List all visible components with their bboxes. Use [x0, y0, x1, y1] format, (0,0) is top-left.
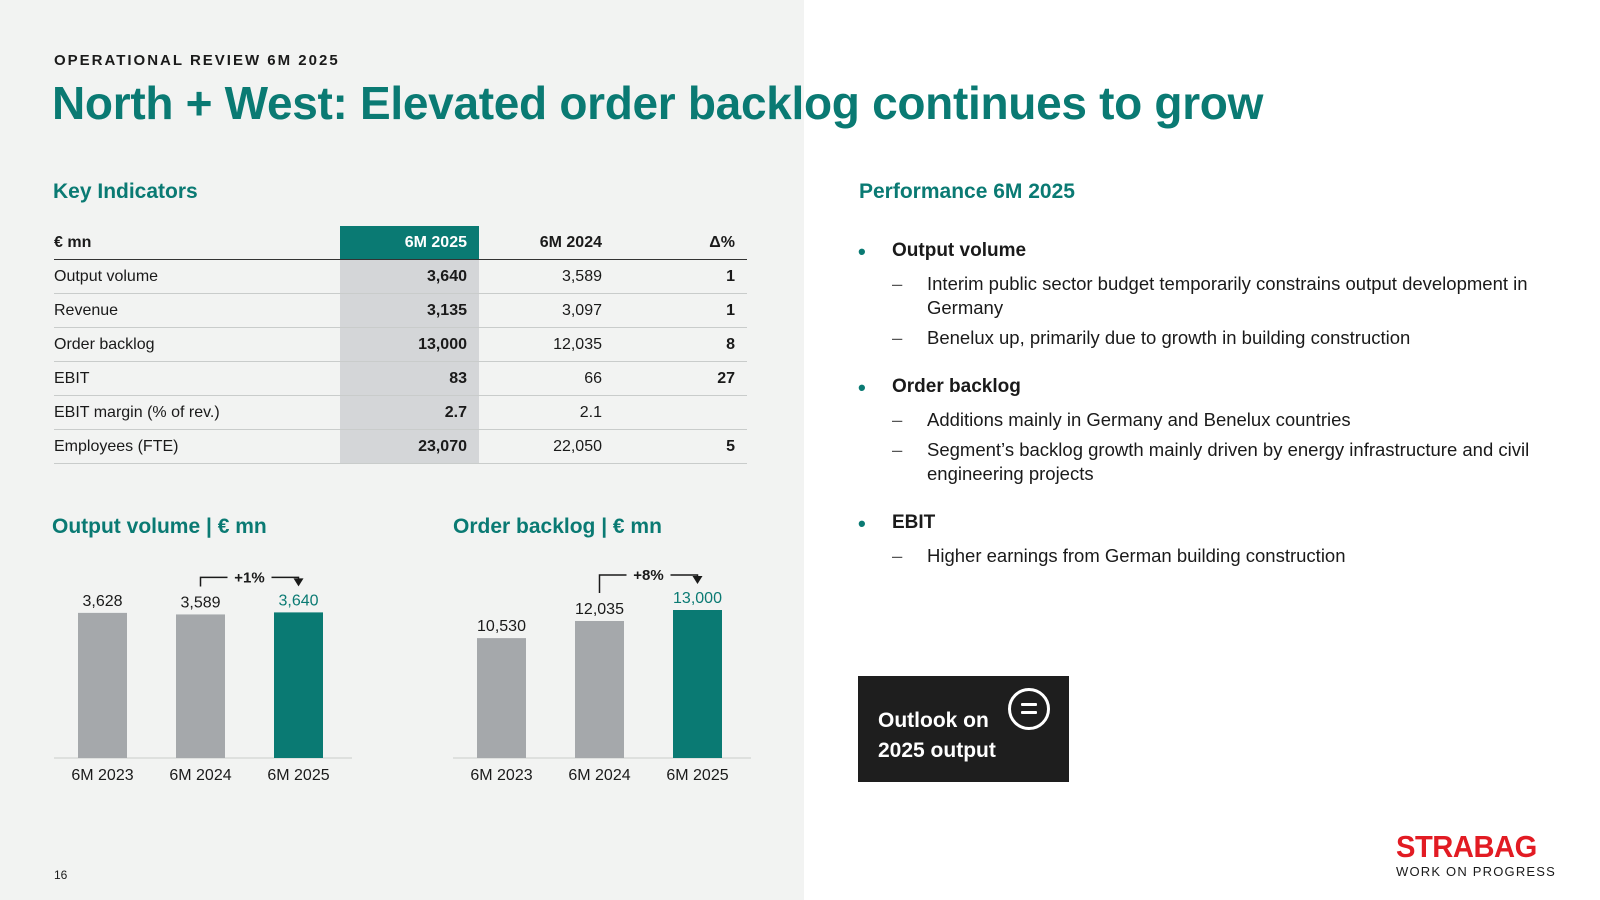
bullet-output-volume: [858, 240, 1538, 350]
bar-6m-2025: [274, 612, 323, 758]
table-row: [54, 260, 747, 294]
page-title: North + West: Elevated order backlog continues to grow: [52, 77, 1264, 129]
bullet-title: Output volume: [892, 240, 1027, 261]
x-tick-label: 6M 2023: [71, 767, 134, 784]
table-row: [54, 294, 747, 328]
x-tick-label: 6M 2025: [267, 767, 330, 784]
performance-bullets: [858, 240, 1538, 590]
cell-6m2024: 66: [479, 362, 614, 396]
logo-tagline: WORK ON PROGRESS: [1396, 864, 1557, 879]
table-row: [54, 430, 747, 464]
row-label: Employees (FTE): [54, 430, 340, 464]
bullet-glyph: •: [858, 239, 866, 264]
equal-circle-icon: [1008, 688, 1050, 730]
bar-value-label: 3,640: [278, 592, 319, 610]
cell-6m2025: 3,640: [340, 260, 479, 294]
x-tick-label: 6M 2023: [470, 767, 533, 784]
growth-bracket-left: [600, 575, 627, 593]
bar-value-label: 13,000: [673, 590, 722, 607]
dash-glyph: –: [892, 439, 903, 460]
strabag-logo: [1396, 829, 1557, 879]
sub-bullet-text: Segment’s backlog growth mainly driven by energy infrastructure and civil engineering projects: [927, 439, 1530, 484]
sub-bullet-text: Higher earnings from German building construction: [927, 545, 1346, 566]
dash-glyph: –: [892, 327, 903, 348]
x-tick-label: 6M 2024: [169, 767, 232, 784]
bar-6m-2024: [575, 621, 624, 758]
cell-delta: 1: [614, 294, 747, 328]
table-row: [54, 328, 747, 362]
bar-value-label: 10,530: [477, 618, 526, 636]
eyebrow: OPERATIONAL REVIEW 6M 2025: [54, 52, 340, 69]
cell-6m2024: 3,589: [479, 260, 614, 294]
bar-6m-2024: [176, 614, 225, 758]
bullet-glyph: •: [858, 375, 866, 400]
col-header-6m2024: 6M 2024: [479, 226, 614, 260]
key-indicators-heading: Key Indicators: [53, 180, 198, 203]
table-header-row: [54, 226, 747, 260]
sub-bullet-text: Interim public sector budget temporarily constrains output development in Germany: [927, 273, 1528, 318]
key-indicators-table: [54, 226, 747, 464]
bar-6m-2025: [673, 610, 722, 758]
cell-6m2025: 2.7: [340, 396, 479, 430]
bar-6m-2023: [78, 613, 127, 758]
bullet-ebit: [858, 512, 1538, 568]
outlook-label-line2: 2025 output: [878, 739, 996, 762]
bar-value-label: 3,628: [82, 592, 123, 610]
bullet-glyph: •: [858, 511, 866, 536]
logo-wordmark: STRABAG: [1396, 829, 1537, 864]
table-row: [54, 362, 747, 396]
cell-6m2025: 13,000: [340, 328, 479, 362]
dash-glyph: –: [892, 545, 903, 566]
sub-bullet-text: Additions mainly in Germany and Benelux countries: [927, 409, 1351, 430]
sub-bullet: [892, 408, 1538, 432]
bullet-title: EBIT: [892, 512, 936, 533]
x-tick-label: 6M 2025: [666, 767, 729, 784]
sub-bullet: [892, 438, 1538, 486]
cell-6m2024: 12,035: [479, 328, 614, 362]
cell-delta: [614, 396, 747, 430]
growth-label: +1%: [234, 569, 265, 587]
bar-6m-2023: [477, 638, 526, 758]
cell-6m2024: 2.1: [479, 396, 614, 430]
output-volume-chart: [54, 550, 352, 795]
bullet-order-backlog: [858, 376, 1538, 486]
cell-6m2024: 3,097: [479, 294, 614, 328]
col-header-unit: € mn: [54, 226, 340, 260]
bar-value-label: 12,035: [575, 600, 624, 618]
row-label: EBIT margin (% of rev.): [54, 396, 340, 430]
order-backlog-chart-heading: Order backlog | € mn: [453, 515, 662, 538]
sub-bullet-text: Benelux up, primarily due to growth in building construction: [927, 327, 1411, 348]
output-volume-chart-heading: Output volume | € mn: [52, 515, 267, 538]
cell-6m2025: 83: [340, 362, 479, 396]
col-header-6m2025: 6M 2025: [340, 226, 479, 260]
row-label: EBIT: [54, 362, 340, 396]
col-header-delta: Δ%: [614, 226, 747, 260]
row-label: Output volume: [54, 260, 340, 294]
outlook-button[interactable]: [858, 676, 1069, 782]
growth-label: +8%: [633, 567, 664, 584]
table-row: [54, 396, 747, 430]
growth-bracket-left: [201, 577, 228, 586]
cell-delta: 5: [614, 430, 747, 464]
growth-arrow-icon: [294, 578, 304, 586]
cell-6m2025: 3,135: [340, 294, 479, 328]
sub-bullet: [892, 272, 1538, 320]
bar-value-label: 3,589: [180, 594, 221, 612]
sub-bullet: [892, 326, 1538, 350]
outlook-label: [878, 706, 1018, 766]
cell-6m2025: 23,070: [340, 430, 479, 464]
order-backlog-chart: [453, 550, 751, 795]
growth-arrow-icon: [693, 576, 703, 584]
page-number: 16: [54, 868, 68, 882]
cell-6m2024: 22,050: [479, 430, 614, 464]
cell-delta: 27: [614, 362, 747, 396]
x-tick-label: 6M 2024: [568, 767, 631, 784]
dash-glyph: –: [892, 273, 903, 294]
row-label: Order backlog: [54, 328, 340, 362]
cell-delta: 1: [614, 260, 747, 294]
dash-glyph: –: [892, 409, 903, 430]
sub-bullet: [892, 544, 1538, 568]
cell-delta: 8: [614, 328, 747, 362]
performance-heading: Performance 6M 2025: [859, 180, 1075, 203]
outlook-label-line1: Outlook on: [878, 709, 989, 732]
row-label: Revenue: [54, 294, 340, 328]
bullet-title: Order backlog: [892, 376, 1021, 397]
